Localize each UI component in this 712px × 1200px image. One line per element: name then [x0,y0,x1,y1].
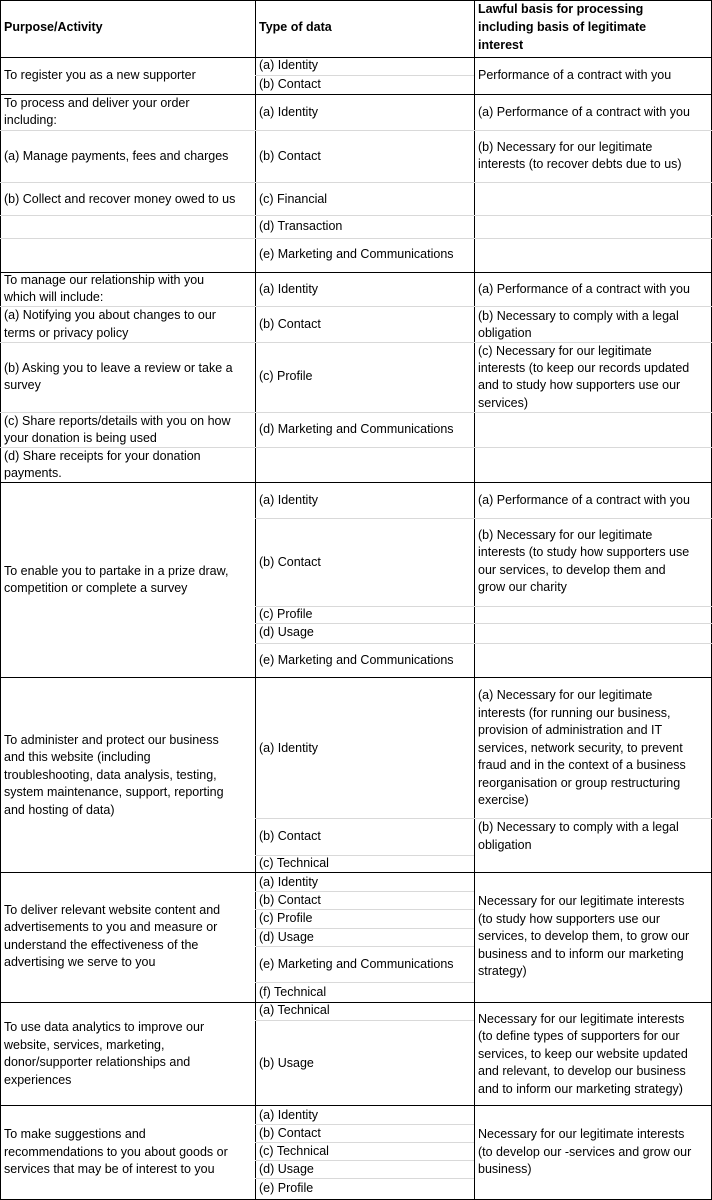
purpose-text: (d) Share receipts for your donation [4,449,201,463]
purpose-text: terms or privacy policy [4,326,129,340]
data-type-item: (c) Profile [259,607,313,621]
data-type-item: (f) Technical [259,985,327,999]
lawful-basis-text: and to inform our marketing strategy) [478,1082,683,1096]
purpose-text: To make suggestions and [4,1127,146,1141]
column-header-purpose: Purpose/Activity [4,20,103,34]
purpose-text: To manage our relationship with you [4,273,205,287]
lawful-basis-text: (a) Performance of a contract with you [478,493,690,507]
data-type-item: (b) Contact [259,1126,321,1140]
data-type-item: (a) Identity [259,493,319,507]
lawful-basis-text: interests (for running our business, [478,706,671,720]
data-type-item: (a) Technical [259,1003,330,1017]
purpose-text: payments. [4,466,62,480]
purpose-text: recommendations to you about goods or [4,1145,228,1159]
data-type-item: (a) Identity [259,741,319,755]
lawful-basis-text: (b) Necessary to comply with a legal [478,820,679,834]
purpose-text: To process and deliver your order [4,96,190,110]
lawful-basis-text: (b) Necessary to comply with a legal [478,309,679,323]
data-type-item: (d) Usage [259,930,314,944]
lawful-basis-text: and relevant, to develop our business [478,1064,686,1078]
lawful-basis-text: reorganisation or group restructuring [478,776,681,790]
purpose-text: experiences [4,1073,72,1087]
data-type-item: (e) Marketing and Communications [259,247,454,261]
purpose-text: including: [4,113,57,127]
purpose-text: To enable you to partake in a prize draw, [4,564,229,578]
data-type-item: (a) Identity [259,1108,319,1122]
lawful-basis-text: (to define types of supporters for our [478,1029,680,1043]
data-type-item: (b) Contact [259,149,321,163]
lawful-basis-text: interests (to recover debts due to us) [478,157,682,171]
purpose-text: (a) Manage payments, fees and charges [4,149,229,163]
lawful-basis-text: (to develop our -services and grow our [478,1145,692,1159]
data-type-item: (c) Profile [259,369,313,383]
data-type-item: (e) Profile [259,1181,314,1195]
purpose-text: and this website (including [4,750,151,764]
purpose-text: To deliver relevant website content and [4,903,221,917]
data-type-item: (b) Contact [259,829,321,843]
data-type-item: (e) Marketing and Communications [259,957,454,971]
data-type-item: (c) Technical [259,1144,329,1158]
purpose-text: (b) Collect and recover money owed to us [4,192,236,206]
lawful-basis-text: exercise) [478,793,529,807]
data-type-item: (b) Contact [259,893,321,907]
lawful-basis-text: grow our charity [478,580,567,594]
column-header-basis: Lawful basis for processing [478,2,644,16]
purpose-text: (c) Share reports/details with you on how [4,414,231,428]
column-header-basis: interest [478,38,524,52]
lawful-basis-text: (c) Necessary for our legitimate [478,344,652,358]
purpose-text: donor/supporter relationships and [4,1055,191,1069]
purpose-text: (a) Notifying you about changes to our [4,308,216,322]
lawful-basis-text: services, to keep our website updated [478,1047,688,1061]
data-type-item: (d) Usage [259,1162,314,1176]
lawful-basis-text: Necessary for our legitimate interests [478,1127,685,1141]
data-type-item: (d) Transaction [259,219,343,233]
data-type-item: (b) Contact [259,317,321,331]
column-header-basis: including basis of legitimate [478,20,647,34]
lawful-basis-text: Necessary for our legitimate interests [478,1012,685,1026]
purpose-text: advertisements to you and measure or [4,920,218,934]
lawful-basis-text: services, to develop them, to grow our [478,929,690,943]
data-type-item: (c) Technical [259,856,329,870]
purpose-text: understand the effectiveness of the [4,938,199,952]
data-type-item: (a) Identity [259,282,319,296]
lawful-basis-text: obligation [478,838,532,852]
purpose-text: To use data analytics to improve our [4,1020,205,1034]
lawful-basis-text: interests (to study how supporters use [478,545,690,559]
data-type-item: (c) Financial [259,192,328,206]
lawful-basis-text: our services, to develop them and [478,563,666,577]
purpose-text: To administer and protect our business [4,733,219,747]
purpose-text: services that may be of interest to you [4,1162,215,1176]
data-type-item: (b) Contact [259,555,321,569]
data-type-item: (a) Identity [259,58,319,72]
data-type-item: (b) Contact [259,77,321,91]
lawful-basis-text: strategy) [478,964,527,978]
purpose-text: troubleshooting, data analysis, testing, [4,768,217,782]
data-type-item: (e) Marketing and Communications [259,653,454,667]
purpose-text: survey [4,378,41,392]
lawful-basis-text: Necessary for our legitimate interests [478,894,685,908]
lawful-basis-text: interests (to keep our records updated [478,361,690,375]
data-type-item: (d) Usage [259,625,314,639]
data-type-item: (d) Marketing and Communications [259,422,454,436]
purpose-text: and hosting of data) [4,803,115,817]
lawful-basis-text: (a) Performance of a contract with you [478,282,690,296]
purpose-text: website, services, marketing, [4,1038,165,1052]
lawful-basis-text: (a) Performance of a contract with you [478,105,690,119]
purpose-text: advertising we serve to you [4,955,156,969]
lawful-basis-text: Performance of a contract with you [478,68,672,82]
purpose-text: system maintenance, support, reporting [4,785,224,799]
lawful-basis-text: services, network security, to prevent [478,741,683,755]
purpose-text: competition or complete a survey [4,581,188,595]
data-type-item: (b) Usage [259,1056,314,1070]
lawful-basis-text: obligation [478,326,532,340]
lawful-basis-text: and to study how supporters use our [478,378,681,392]
lawful-basis-text: fraud and in the context of a business [478,758,686,772]
lawful-basis-text: services) [478,396,529,410]
purpose-text: To register you as a new supporter [4,68,196,82]
lawful-basis-text: provision of administration and IT [478,723,663,737]
column-header-type: Type of data [259,20,332,34]
data-type-item: (a) Identity [259,875,319,889]
lawful-basis-text: (a) Necessary for our legitimate [478,688,653,702]
lawful-basis-text: (b) Necessary for our legitimate [478,528,653,542]
lawful-basis-text: (b) Necessary for our legitimate [478,140,653,154]
lawful-basis-text: business and to inform our marketing [478,947,684,961]
purpose-text: your donation is being used [4,431,157,445]
data-type-item: (c) Profile [259,911,313,925]
lawful-basis-text: business) [478,1162,532,1176]
data-type-item: (a) Identity [259,105,319,119]
purpose-text: which will include: [4,290,104,304]
lawful-basis-text: (to study how supporters use our [478,912,661,926]
purpose-text: (b) Asking you to leave a review or take a [4,361,233,375]
